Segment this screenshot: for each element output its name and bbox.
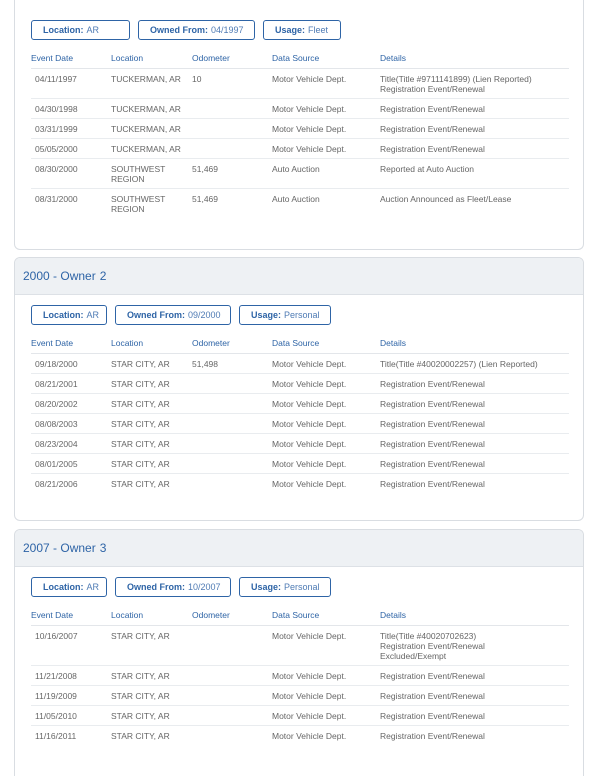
event-history-table bbox=[31, 607, 569, 745]
event-date-cell: 08/01/2005 bbox=[31, 454, 111, 474]
owner-section-3 bbox=[14, 529, 584, 776]
table-row bbox=[31, 474, 569, 494]
table-header bbox=[31, 50, 569, 69]
owned-from-pill: Owned From: 10/2007 bbox=[115, 577, 231, 597]
details-cell: Registration Event/Renewal bbox=[380, 374, 569, 394]
col-odometer: Odometer bbox=[192, 50, 272, 69]
odometer-cell bbox=[192, 139, 272, 159]
event-date-cell: 08/31/2000 bbox=[35, 194, 78, 204]
odometer-cell: 51,469 bbox=[192, 194, 218, 204]
event-history-table bbox=[31, 335, 569, 493]
details-cell: Auction Announced as Fleet/Lease bbox=[380, 194, 512, 204]
table-row bbox=[31, 159, 569, 189]
event-date-cell: 08/21/2001 bbox=[31, 374, 111, 394]
table-row bbox=[31, 69, 569, 99]
details-cell: Registration Event/Renewal bbox=[380, 686, 569, 706]
odometer-cell: 51,469 bbox=[192, 159, 272, 189]
data-source-cell: Motor Vehicle Dept. bbox=[272, 706, 380, 726]
event-date-cell: 09/18/2000 bbox=[31, 354, 111, 374]
event-date-cell: 11/16/2011 bbox=[35, 731, 77, 741]
table-row bbox=[31, 394, 569, 414]
col-event-date: Event Date bbox=[31, 335, 111, 354]
col-location: Location bbox=[111, 50, 192, 69]
event-date-cell: 08/21/2006 bbox=[35, 479, 78, 489]
details-cell: Reported at Auto Auction bbox=[380, 159, 569, 189]
event-date-cell: 04/30/1998 bbox=[31, 99, 111, 119]
table-row bbox=[31, 686, 569, 706]
table-row bbox=[31, 374, 569, 394]
section-header bbox=[15, 530, 583, 567]
location-cell: STAR CITY, AR bbox=[111, 394, 192, 414]
owner-number: 2 bbox=[99, 269, 107, 283]
details-cell: Registration Event/Renewal bbox=[380, 666, 569, 686]
table-row bbox=[31, 414, 569, 434]
odometer-cell bbox=[192, 414, 272, 434]
owner-summary-pills bbox=[31, 305, 567, 325]
table-body bbox=[31, 354, 569, 494]
table-row bbox=[31, 434, 569, 454]
table-row bbox=[31, 454, 569, 474]
event-date-cell: 11/21/2008 bbox=[31, 666, 111, 686]
odometer-cell bbox=[192, 434, 272, 454]
details-cell: Title(Title #9711141899) (Lien Reported) Registration Event/Renewal bbox=[380, 69, 569, 99]
details-cell: Registration Event/Renewal bbox=[380, 119, 569, 139]
details-cell: Registration Event/Renewal bbox=[380, 414, 569, 434]
event-history-table bbox=[31, 50, 569, 218]
event-date-cell: 08/23/2004 bbox=[31, 434, 111, 454]
owner-number: 3 bbox=[99, 541, 107, 555]
details-cell: Registration Event/Renewal bbox=[380, 394, 569, 414]
odometer-cell bbox=[192, 474, 272, 494]
details-cell: Registration Event/Renewal bbox=[380, 731, 485, 741]
event-date-cell: 08/30/2000 bbox=[31, 159, 111, 189]
col-details: Details bbox=[380, 50, 569, 69]
odometer-cell bbox=[192, 99, 272, 119]
location-cell: STAR CITY, AR bbox=[111, 434, 192, 454]
event-date-cell: 11/19/2009 bbox=[31, 686, 111, 706]
col-details: Details bbox=[380, 607, 569, 626]
details-cell: Title(Title #40020702623) Registration Event/Renewal Excluded/Exempt bbox=[380, 626, 569, 666]
table-row bbox=[31, 666, 569, 686]
table-row bbox=[31, 726, 569, 746]
col-location: Location bbox=[111, 335, 192, 354]
usage-pill: Usage: Fleet bbox=[263, 20, 341, 40]
odometer-cell bbox=[192, 726, 272, 746]
location-cell: STAR CITY, AR bbox=[111, 374, 192, 394]
usage-pill: Usage: Personal bbox=[239, 305, 331, 325]
location-cell: SOUTHWEST REGION bbox=[111, 194, 166, 214]
location-cell: STAR CITY, AR bbox=[111, 666, 192, 686]
location-cell: STAR CITY, AR bbox=[111, 454, 192, 474]
location-pill: Location: AR bbox=[31, 305, 107, 325]
owner-section-2 bbox=[14, 257, 584, 521]
odometer-cell: 51,498 bbox=[192, 354, 272, 374]
data-source-cell: Motor Vehicle Dept. bbox=[272, 454, 380, 474]
odometer-cell bbox=[192, 686, 272, 706]
location-cell: TUCKERMAN, AR bbox=[111, 69, 192, 99]
table-row bbox=[31, 119, 569, 139]
details-cell: Registration Event/Renewal bbox=[380, 99, 569, 119]
owner-summary-pills bbox=[31, 577, 567, 597]
odometer-cell bbox=[192, 374, 272, 394]
data-source-cell: Motor Vehicle Dept. bbox=[272, 686, 380, 706]
owned-from-pill: Owned From: 09/2000 bbox=[115, 305, 231, 325]
section-title: 2000 - Owner bbox=[23, 269, 96, 283]
col-odometer: Odometer bbox=[192, 335, 272, 354]
table-row bbox=[31, 189, 569, 219]
location-cell: STAR CITY, AR bbox=[111, 731, 170, 741]
data-source-cell: Motor Vehicle Dept. bbox=[272, 374, 380, 394]
col-data-source: Data Source bbox=[272, 607, 380, 626]
location-pill: Location: AR bbox=[31, 20, 130, 40]
odometer-cell bbox=[192, 626, 272, 666]
data-source-cell: Motor Vehicle Dept. bbox=[272, 434, 380, 454]
location-cell: SOUTHWEST REGION bbox=[111, 159, 192, 189]
location-pill: Location: AR bbox=[31, 577, 107, 597]
table-header bbox=[31, 607, 569, 626]
odometer-cell bbox=[192, 454, 272, 474]
location-cell: STAR CITY, AR bbox=[111, 626, 192, 666]
data-source-cell: Motor Vehicle Dept. bbox=[272, 139, 380, 159]
odometer-cell bbox=[192, 666, 272, 686]
table-row bbox=[31, 626, 569, 666]
location-cell: TUCKERMAN, AR bbox=[111, 139, 192, 159]
owned-from-pill: Owned From: 04/1997 bbox=[138, 20, 255, 40]
table-row bbox=[31, 99, 569, 119]
details-cell: Registration Event/Renewal bbox=[380, 139, 569, 159]
table-row bbox=[31, 706, 569, 726]
table-header bbox=[31, 335, 569, 354]
odometer-cell bbox=[192, 394, 272, 414]
details-cell: Registration Event/Renewal bbox=[380, 434, 569, 454]
data-source-cell: Motor Vehicle Dept. bbox=[272, 69, 380, 99]
col-event-date: Event Date bbox=[31, 50, 111, 69]
data-source-cell: Motor Vehicle Dept. bbox=[272, 99, 380, 119]
usage-pill: Usage: Personal bbox=[239, 577, 331, 597]
event-date-cell: 10/16/2007 bbox=[31, 626, 111, 666]
col-location: Location bbox=[111, 607, 192, 626]
col-odometer: Odometer bbox=[192, 607, 272, 626]
odometer-cell bbox=[192, 706, 272, 726]
event-date-cell: 05/05/2000 bbox=[31, 139, 111, 159]
odometer-cell: 10 bbox=[192, 69, 272, 99]
event-date-cell: 08/08/2003 bbox=[31, 414, 111, 434]
location-cell: STAR CITY, AR bbox=[111, 686, 192, 706]
event-date-cell: 11/05/2010 bbox=[31, 706, 111, 726]
location-cell: STAR CITY, AR bbox=[111, 479, 170, 489]
details-cell: Registration Event/Renewal bbox=[380, 706, 569, 726]
col-event-date: Event Date bbox=[31, 607, 111, 626]
location-cell: TUCKERMAN, AR bbox=[111, 99, 192, 119]
col-data-source: Data Source bbox=[272, 50, 380, 69]
data-source-cell: Auto Auction bbox=[272, 159, 380, 189]
data-source-cell: Motor Vehicle Dept. bbox=[272, 479, 347, 489]
details-cell: Title(Title #40020002257) (Lien Reported) bbox=[380, 354, 569, 374]
owner-section-1 bbox=[14, 0, 584, 250]
col-details: Details bbox=[380, 335, 569, 354]
data-source-cell: Motor Vehicle Dept. bbox=[272, 666, 380, 686]
col-data-source: Data Source bbox=[272, 335, 380, 354]
data-source-cell: Auto Auction bbox=[272, 194, 320, 204]
owner-summary-pills bbox=[31, 20, 567, 40]
section-header bbox=[15, 258, 583, 295]
details-cell: Registration Event/Renewal bbox=[380, 454, 569, 474]
location-cell: STAR CITY, AR bbox=[111, 706, 192, 726]
data-source-cell: Motor Vehicle Dept. bbox=[272, 731, 347, 741]
data-source-cell: Motor Vehicle Dept. bbox=[272, 414, 380, 434]
table-body bbox=[31, 69, 569, 219]
data-source-cell: Motor Vehicle Dept. bbox=[272, 626, 380, 666]
event-date-cell: 03/31/1999 bbox=[31, 119, 111, 139]
data-source-cell: Motor Vehicle Dept. bbox=[272, 354, 380, 374]
table-body bbox=[31, 626, 569, 746]
table-row bbox=[31, 354, 569, 374]
event-date-cell: 04/11/1997 bbox=[31, 69, 111, 99]
data-source-cell: Motor Vehicle Dept. bbox=[272, 119, 380, 139]
table-row bbox=[31, 139, 569, 159]
event-date-cell: 08/20/2002 bbox=[31, 394, 111, 414]
location-cell: STAR CITY, AR bbox=[111, 414, 192, 434]
odometer-cell bbox=[192, 119, 272, 139]
section-title: 2007 - Owner bbox=[23, 541, 96, 555]
data-source-cell: Motor Vehicle Dept. bbox=[272, 394, 380, 414]
location-cell: TUCKERMAN, AR bbox=[111, 119, 192, 139]
location-cell: STAR CITY, AR bbox=[111, 354, 192, 374]
details-cell: Registration Event/Renewal bbox=[380, 479, 485, 489]
